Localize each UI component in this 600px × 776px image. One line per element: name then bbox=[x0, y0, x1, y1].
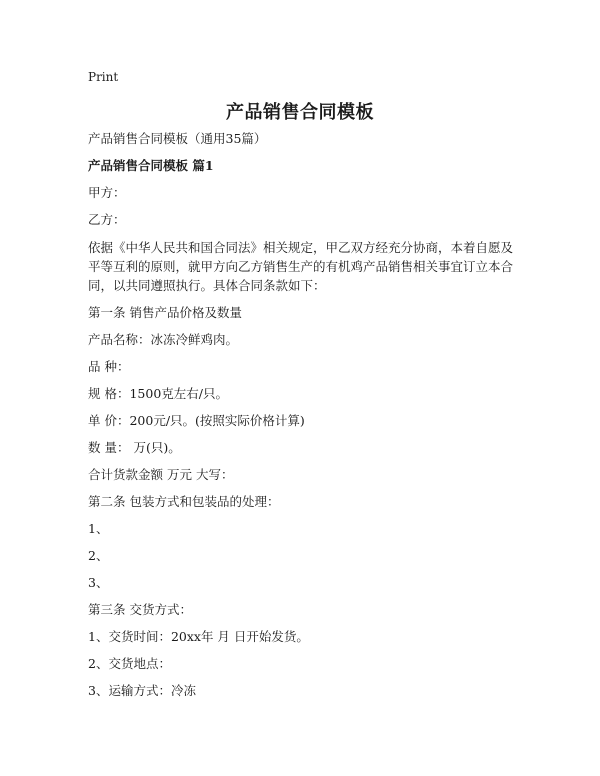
delivery-location-line: 2、交货地点： bbox=[88, 656, 171, 671]
product-name-line: 产品名称：冰冻冷鲜鸡肉。 bbox=[88, 332, 239, 347]
document-body bbox=[88, 130, 520, 709]
party-a-line: 甲方： bbox=[88, 185, 126, 200]
list-item: 1、 bbox=[88, 521, 109, 536]
document-subtitle: 产品销售合同模板（通用35篇） bbox=[88, 131, 267, 146]
document-title: 产品销售合同模板 bbox=[226, 102, 374, 123]
variety-line: 品 种： bbox=[88, 359, 130, 374]
delivery-time-line: 1、交货时间：20xx年 月 日开始发货。 bbox=[88, 629, 309, 644]
clause-1-heading: 第一条 销售产品价格及数量 bbox=[88, 305, 242, 320]
transport-method-line: 3、运输方式：冷冻 bbox=[88, 683, 196, 698]
clause-2-heading: 第二条 包装方式和包装品的处理： bbox=[88, 494, 280, 509]
clause-3-heading: 第三条 交货方式： bbox=[88, 602, 192, 617]
list-item: 2、 bbox=[88, 548, 109, 563]
party-b-line: 乙方： bbox=[88, 212, 126, 227]
list-item: 3、 bbox=[88, 575, 109, 590]
intro-paragraph: 依据《中华人民共和国合同法》相关规定，甲乙双方经充分协商，本着自愿及平等互利的原则，就甲方向乙方销售生产的有机鸡产品销售相关事宜订立本合同，以共同遵照执行。具体合同条款如下： bbox=[88, 240, 514, 293]
section-heading: 产品销售合同模板 篇1 bbox=[88, 158, 214, 173]
total-amount-line: 合计货款金额 万元 大写： bbox=[88, 467, 234, 482]
spec-line: 规 格：1500克左右/只。 bbox=[88, 386, 228, 401]
unit-price-line: 单 价：200元/只。(按照实际价格计算) bbox=[88, 413, 305, 428]
print-link[interactable]: Print bbox=[88, 70, 119, 84]
quantity-line: 数 量： 万(只)。 bbox=[88, 440, 181, 455]
